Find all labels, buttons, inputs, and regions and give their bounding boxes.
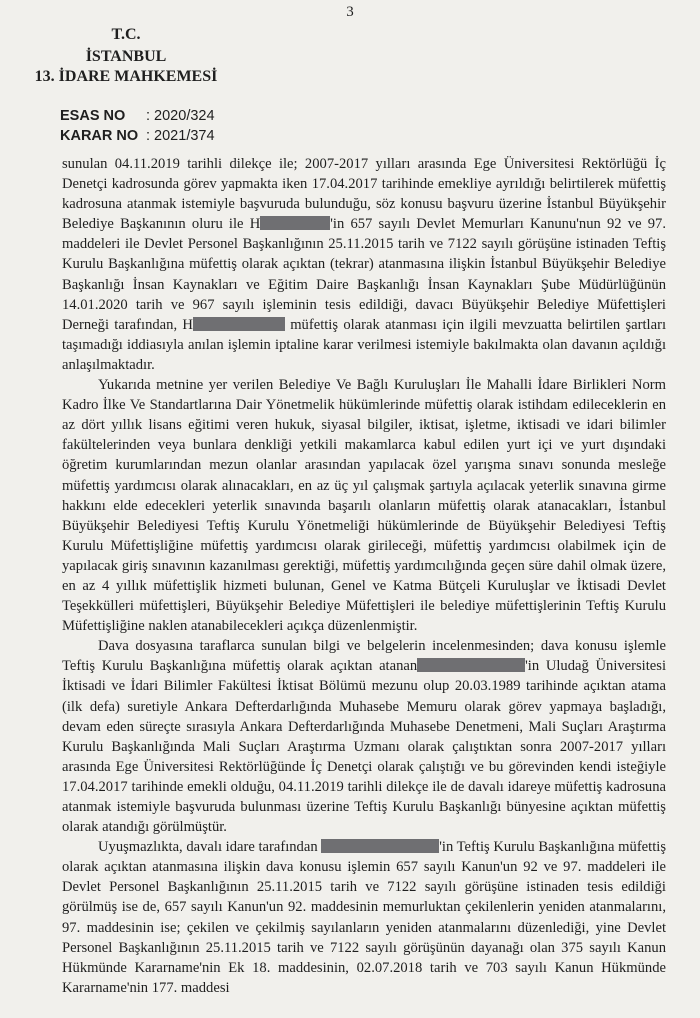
city-heading: İSTANBUL bbox=[85, 48, 167, 65]
text-segment: 'in Uludağ Üniversitesi İktisadi ve İdari Bilimler Fakültesi İktisat Bölümü mezunu olup 20.03.1989 tarihinde açıktan atama (ilk defa) suretiyle Ankara Defterdarlığında Muhasebe Memuru olarak görev yapmaya başladığı, devam eden süreçte sırasıyla Ankara Defterdarlığında Muhasebe Denetmeni, Mali Suçları Araştırma Kurulu Başkanlığında Mali Suçları Araştırma Uzmanı olarak çalıştıktan sonra 2007-2017 yılları arasında Ege Üniversitesi Rektörlüğünde İç Denetçi olarak çalıştığı ve bu görevinden kendi isteğiyle 17.04.2017 tarihinde emekli olduğu, 04.11.2019 tarihli dilekçe ile de davalı idareye müfettiş kadrosuna atanmak istemiyle başvuruda bulunması üzerine Teftiş Kurulu Başkanlığı bünyesine açıktan müfettiş olarak atandığı görülmüştür. bbox=[62, 658, 667, 836]
esas-no-value: : 2020/324 bbox=[146, 108, 215, 124]
text-segment: 'in Teftiş Kurulu Başkanlığına müfettiş olarak açıktan atanmasına ilişkin dava konusu işlemin 657 sayılı Kanun'un 92 ve 97. maddeleri ile Devlet Personel Başkanlığının 25.11.2015 tarih ve 7122 sayılı görüşüne istinaden tesis edildiği görülmüş ise de, 657 sayılı Kanun'un 92. maddesinin memurluktan çekilenlerin yeniden atanmalarını, 97. maddesinin ise; çekilen ve çekilmiş sayılanların yeniden atanmalarını düzenlediği, yine Devlet Personel Başkanlığının 25.11.2015 tarih ve 7122 sayılı görüşünün dayanağı olan 375 sayılı Kanun Hükmünde Kararname'nin Ek 18. maddesinin, 02.07.2018 tarih ve 703 sayılı Kanun Hükmünde Kararname'nin 177. maddesi bbox=[62, 839, 666, 996]
karar-no-label: KARAR NO bbox=[60, 128, 139, 144]
text-segment: müfettiş olarak atanması için ilgili mevzuatta belirtilen şartları taşımadığı iddiasıyla anılan işlemin iptaline karar verilmesi istemiyle bakılmakta olan davanın açıldığı anlaşılmaktadır. bbox=[62, 316, 666, 373]
text-segment: Uyuşmazlıkta, davalı idare tarafından bbox=[98, 839, 318, 856]
redaction-block bbox=[417, 658, 525, 672]
text-segment: Dava dosyasına taraflarca sunulan bilgi ve belgelerin incelenmesinden; dava konusu işlemle Teftiş Kurulu Başkanlığına müfettiş olarak açıktan atanan bbox=[62, 638, 666, 675]
redaction-block bbox=[193, 317, 285, 331]
country-heading: T.C. bbox=[111, 26, 141, 43]
esas-no-label: ESAS NO bbox=[60, 108, 126, 124]
text-segment: sunulan 04.11.2019 tarihli dilekçe ile; 2007-2017 yılları arasında Ege Üniversitesi Rektörlüğü İç Denetçi kadrosunda görev yapmakta iken 17.04.2017 tarihinde emekliye ayrıldığı belirtilerek müfettiş kadrosuna atanmak istemiyle başvuruda bulunduğu, söz konusu başvuru üzerine İstanbul Büyükşehir Belediye Başkanının oluru ile H bbox=[62, 156, 666, 233]
esas-no-row bbox=[60, 108, 215, 124]
page-number: 3 bbox=[346, 4, 354, 20]
paragraph-1 bbox=[62, 154, 666, 375]
paragraph-2 bbox=[62, 375, 666, 636]
decision-body bbox=[62, 154, 666, 998]
text-segment: Yukarıda metnine yer verilen Belediye Ve Bağlı Kuruluşları İle Mahalli İdare Birlikleri Norm Kadro İlke Ve Standartlarına Dair Yönetmelik hükümlerinde müfettiş olarak istihdam edileceklerin en az dört yıllık lisans eğitimi veren hukuk, siyasal bilgiler, iktisat, işletme, iktisadi ve idari bilimler fakültelerinden veya bunlara denkliği yetkili makamlarca kabul edilen yurt içi ve yurt dışındaki öğretim kurumlarından mezun olanlar arasından yapılacak özel yarışma sınavı sonunda mesleğe müfettiş yardımcısı olarak alınacakları, en az üç yıl çalışmak şartıyla açılacak yeterlik sınavına girme hakkını elde edecekleri yeterlik sınavında başarılı olanların müfettiş olarak atanacakları, İstanbul Büyükşehir Belediyesi Teftiş Kurulu Yönetmeliği hükümlerinde de Büyükşehir Belediyesi Teftiş Kurulu Müfettişliğine müfettiş yardımcısı olarak girileceği, müfettiş yardımcısı olabilmek için de yapılacak giriş sınavının kazanılması gerektiği, müfettiş yardımcılığında geçen süre dahil olmak üzere, en az 4 yıllık müfettişlik hizmeti bulunan, Genel ve Katma Bütçeli Kuruluşlar ve İktisadi Devlet Teşekkülleri müfettişleri, Büyükşehir Belediye Müfettişleri ile belediye müfettişlerinin Teftiş Kurulu Müfettişliğine naklen atanabilecekleri açıkça düzenlenmiştir. bbox=[62, 377, 666, 635]
redaction-block bbox=[321, 839, 439, 853]
karar-no-row bbox=[60, 128, 215, 144]
court-heading: 13. İDARE MAHKEMESİ bbox=[34, 68, 218, 85]
text-segment: 'in 657 sayılı Devlet Memurları Kanunu'nun 92 ve 97. maddeleri ile Devlet Personel Başkanlığının 25.11.2015 tarih ve 7122 sayılı görüşüne istinaden Teftiş Kurulu Başkanlığına müfettiş olarak açıktan (tekrar) atanmasına ilişkin İstanbul Büyükşehir Belediye Başkanlığı İnsan Kaynakları ve Eğitim Daire Başkanlığı İnsan Kaynakları Şube Müdürlüğünün 14.01.2020 tarih ve 967 sayılı işleminin tesis edildiği, davacı Büyükşehir Belediye Müfettişleri Derneği tarafından, H bbox=[62, 216, 666, 333]
paragraph-4 bbox=[62, 837, 666, 998]
redaction-block bbox=[260, 216, 330, 230]
paragraph-3 bbox=[62, 636, 666, 837]
karar-no-value: : 2021/374 bbox=[146, 128, 215, 144]
